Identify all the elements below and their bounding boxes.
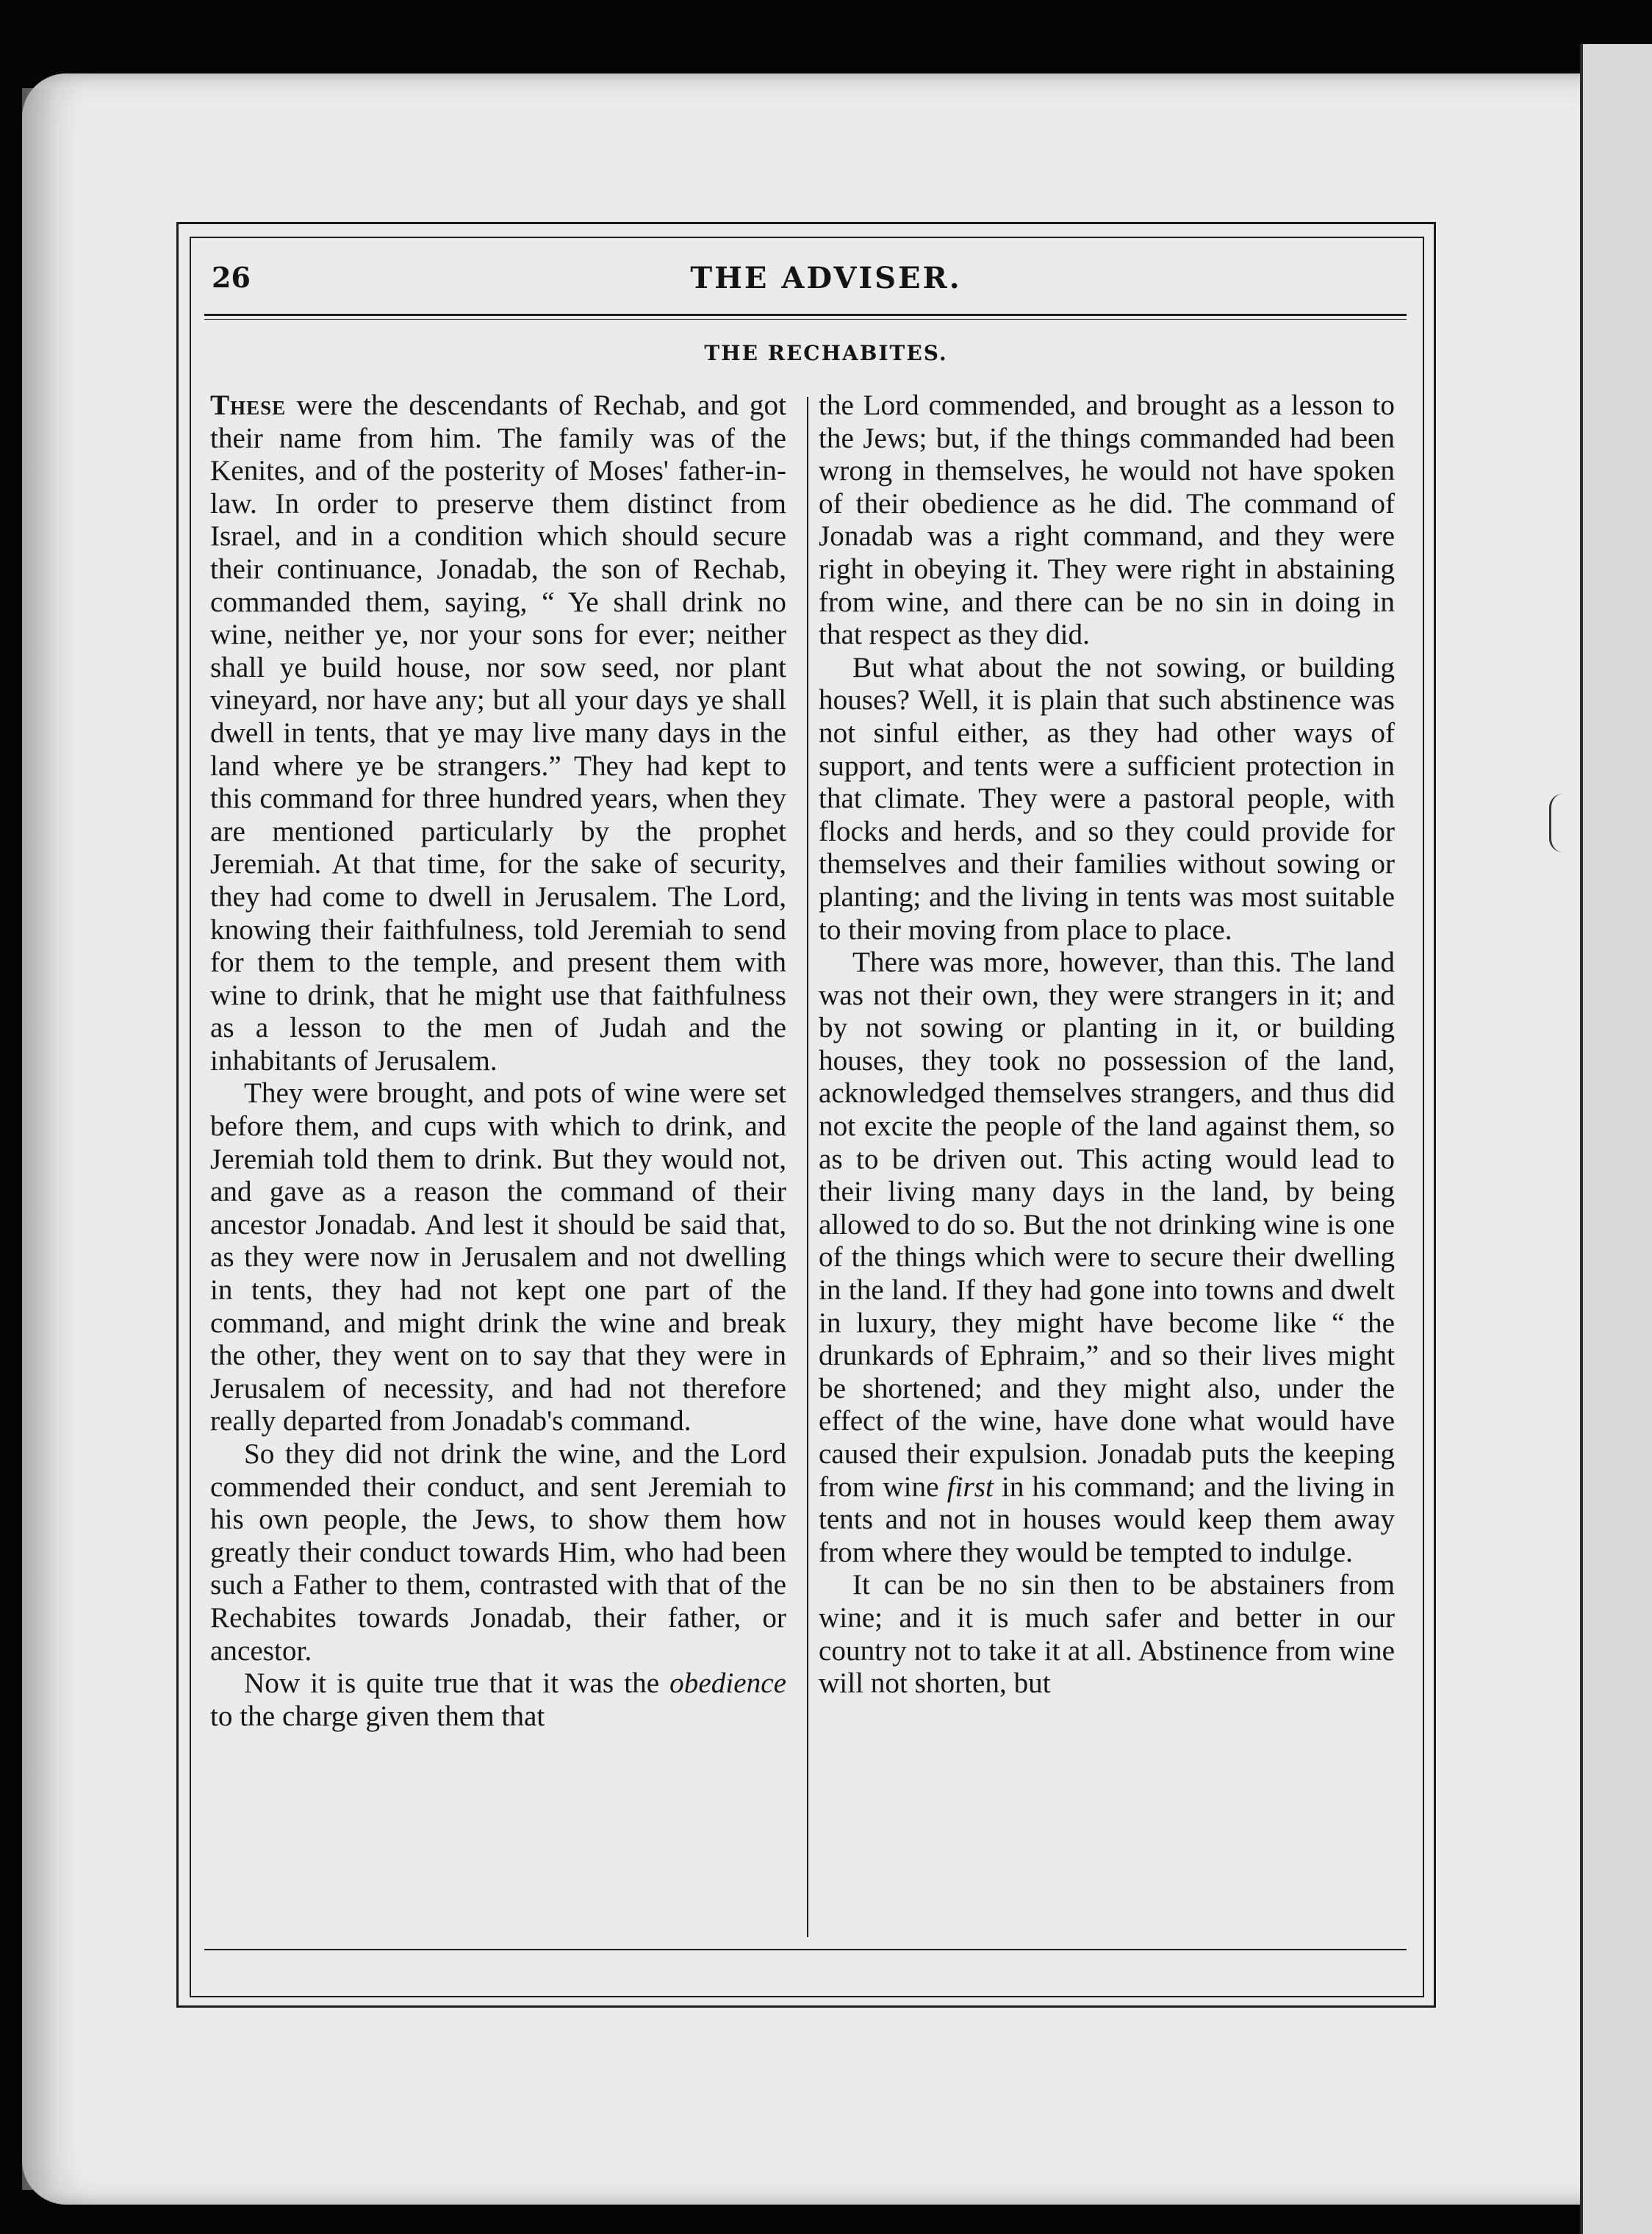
- header-rule-thin: [204, 319, 1407, 320]
- adjacent-page-edge: [1580, 44, 1652, 2234]
- right-column: [819, 389, 1395, 1700]
- lead-word: These: [210, 389, 287, 421]
- paragraph: [210, 389, 786, 1077]
- paragraph-text: to the charge given them that: [210, 1700, 545, 1732]
- running-head: THE ADVISER.: [690, 261, 962, 295]
- header-rule: [204, 314, 1407, 316]
- paragraph: They were brought, and pots of wine were set before them, and cups with which to drink, and Jeremiah told them to drink. But they would not, and gave as a reason the command of their ancestor Jonadab. And lest it should be said that, as they were now in Jerusalem and not dwelling in tents, they had not kept one part of the command, and might drink the wine and break the other, they went on to say that they were in Jerusalem of necessity, and had not therefore really departed from Jonadab's command.: [210, 1077, 786, 1437]
- page-gutter-shadow: [22, 88, 81, 2190]
- paragraph-text: were the descendants of Rechab, and got their name from him. The family was of the Kenites, and of the posterity of Moses' father-in-law. In order to preserve them distinct from Israel, and in a condition which should secure their continuance, Jonadab, the son of Rechab, commanded them, saying, “ Ye shall drink no wine, neither ye, nor your sons for ever; neither shall ye build house, nor sow seed, nor plant vineyard, nor have any; but all your days ye shall dwell in tents, that ye may live many days in the land where ye be strangers.” They had kept to this command for three hundred years, when they are mentioned particularly by the prophet Jeremiah. At that time, for the sake of security, they had come to dwell in Jerusalem. The Lord, knowing their faithfulness, told Jeremiah to send for them to the temple, and present them with wine to drink, that he might use that faithfulness as a lesson to the men of Judah and the inhabitants of Jerusalem.: [210, 389, 786, 1077]
- page-number: 26: [212, 261, 251, 294]
- stray-pencil-mark: [1549, 794, 1563, 852]
- left-column: [210, 389, 786, 1733]
- footer-rule: [204, 1949, 1407, 1950]
- paragraph-text: in his command; and the living in tents and not in houses would keep them away from where they would be tempted to indulge.: [819, 1470, 1396, 1568]
- paragraph-text: There was more, however, than this. The land was not their own, they were strangers in it; and by not sowing or planting in it, or building houses, they took no possession of the land, acknowledged themselves strangers, and thus did not excite the people of the land against them, so as to be driven out. This acting would lead to their living many days in the land, by being allowed to do so. But the not drinking wine is one of the things which were to secure their dwelling in the land. If they had gone into towns and dwelt in luxury, they might have become like “ the drunkards of Ephraim,” and so their lives might be shortened; and they might also, under the effect of the wine, have done what would have caused their expulsion. Jonadab puts the keeping from wine: [819, 947, 1395, 1503]
- column-rule: [807, 397, 808, 1937]
- paragraph-text: Now it is quite true that it was the: [244, 1667, 670, 1700]
- article-title: THE RECHABITES.: [704, 341, 948, 365]
- paragraph: So they did not drink the wine, and the Lord commended their conduct, and sent Jeremiah to his own people, the Jews, to show them how greatly their conduct towards Him, who had been such a Father to them, contrasted with that of the Rechabites towards Jonadab, their father, or ancestor.: [210, 1438, 786, 1667]
- paragraph: [210, 1667, 786, 1733]
- paragraph: the Lord commended, and brought as a lesson to the Jews; but, if the things commanded had been wrong in themselves, he would not have spoken of their obedience as he did. The command of Jonadab was a right command, and they were right in obeying it. They were right in abstaining from wine, and there can be no sin in doing in that respect as they did.: [819, 389, 1395, 651]
- paragraph: But what about the not sowing, or building houses? Well, it is plain that such abstinence was not sinful either, as they had other ways of support, and tents were a sufficient protection in that climate. They were a pastoral people, with flocks and herds, and so they could provide for themselves and their families without sowing or planting; and the living in tents was most suitable to their moving from place to place.: [819, 651, 1395, 946]
- italic-word: first: [947, 1470, 994, 1503]
- paragraph: It can be no sin then to be abstainers from wine; and it is much safer and better in our country not to take it at all. Abstinence from wine will not shorten, but: [819, 1569, 1395, 1700]
- paragraph: [819, 947, 1395, 1569]
- italic-word: obedience: [669, 1667, 786, 1700]
